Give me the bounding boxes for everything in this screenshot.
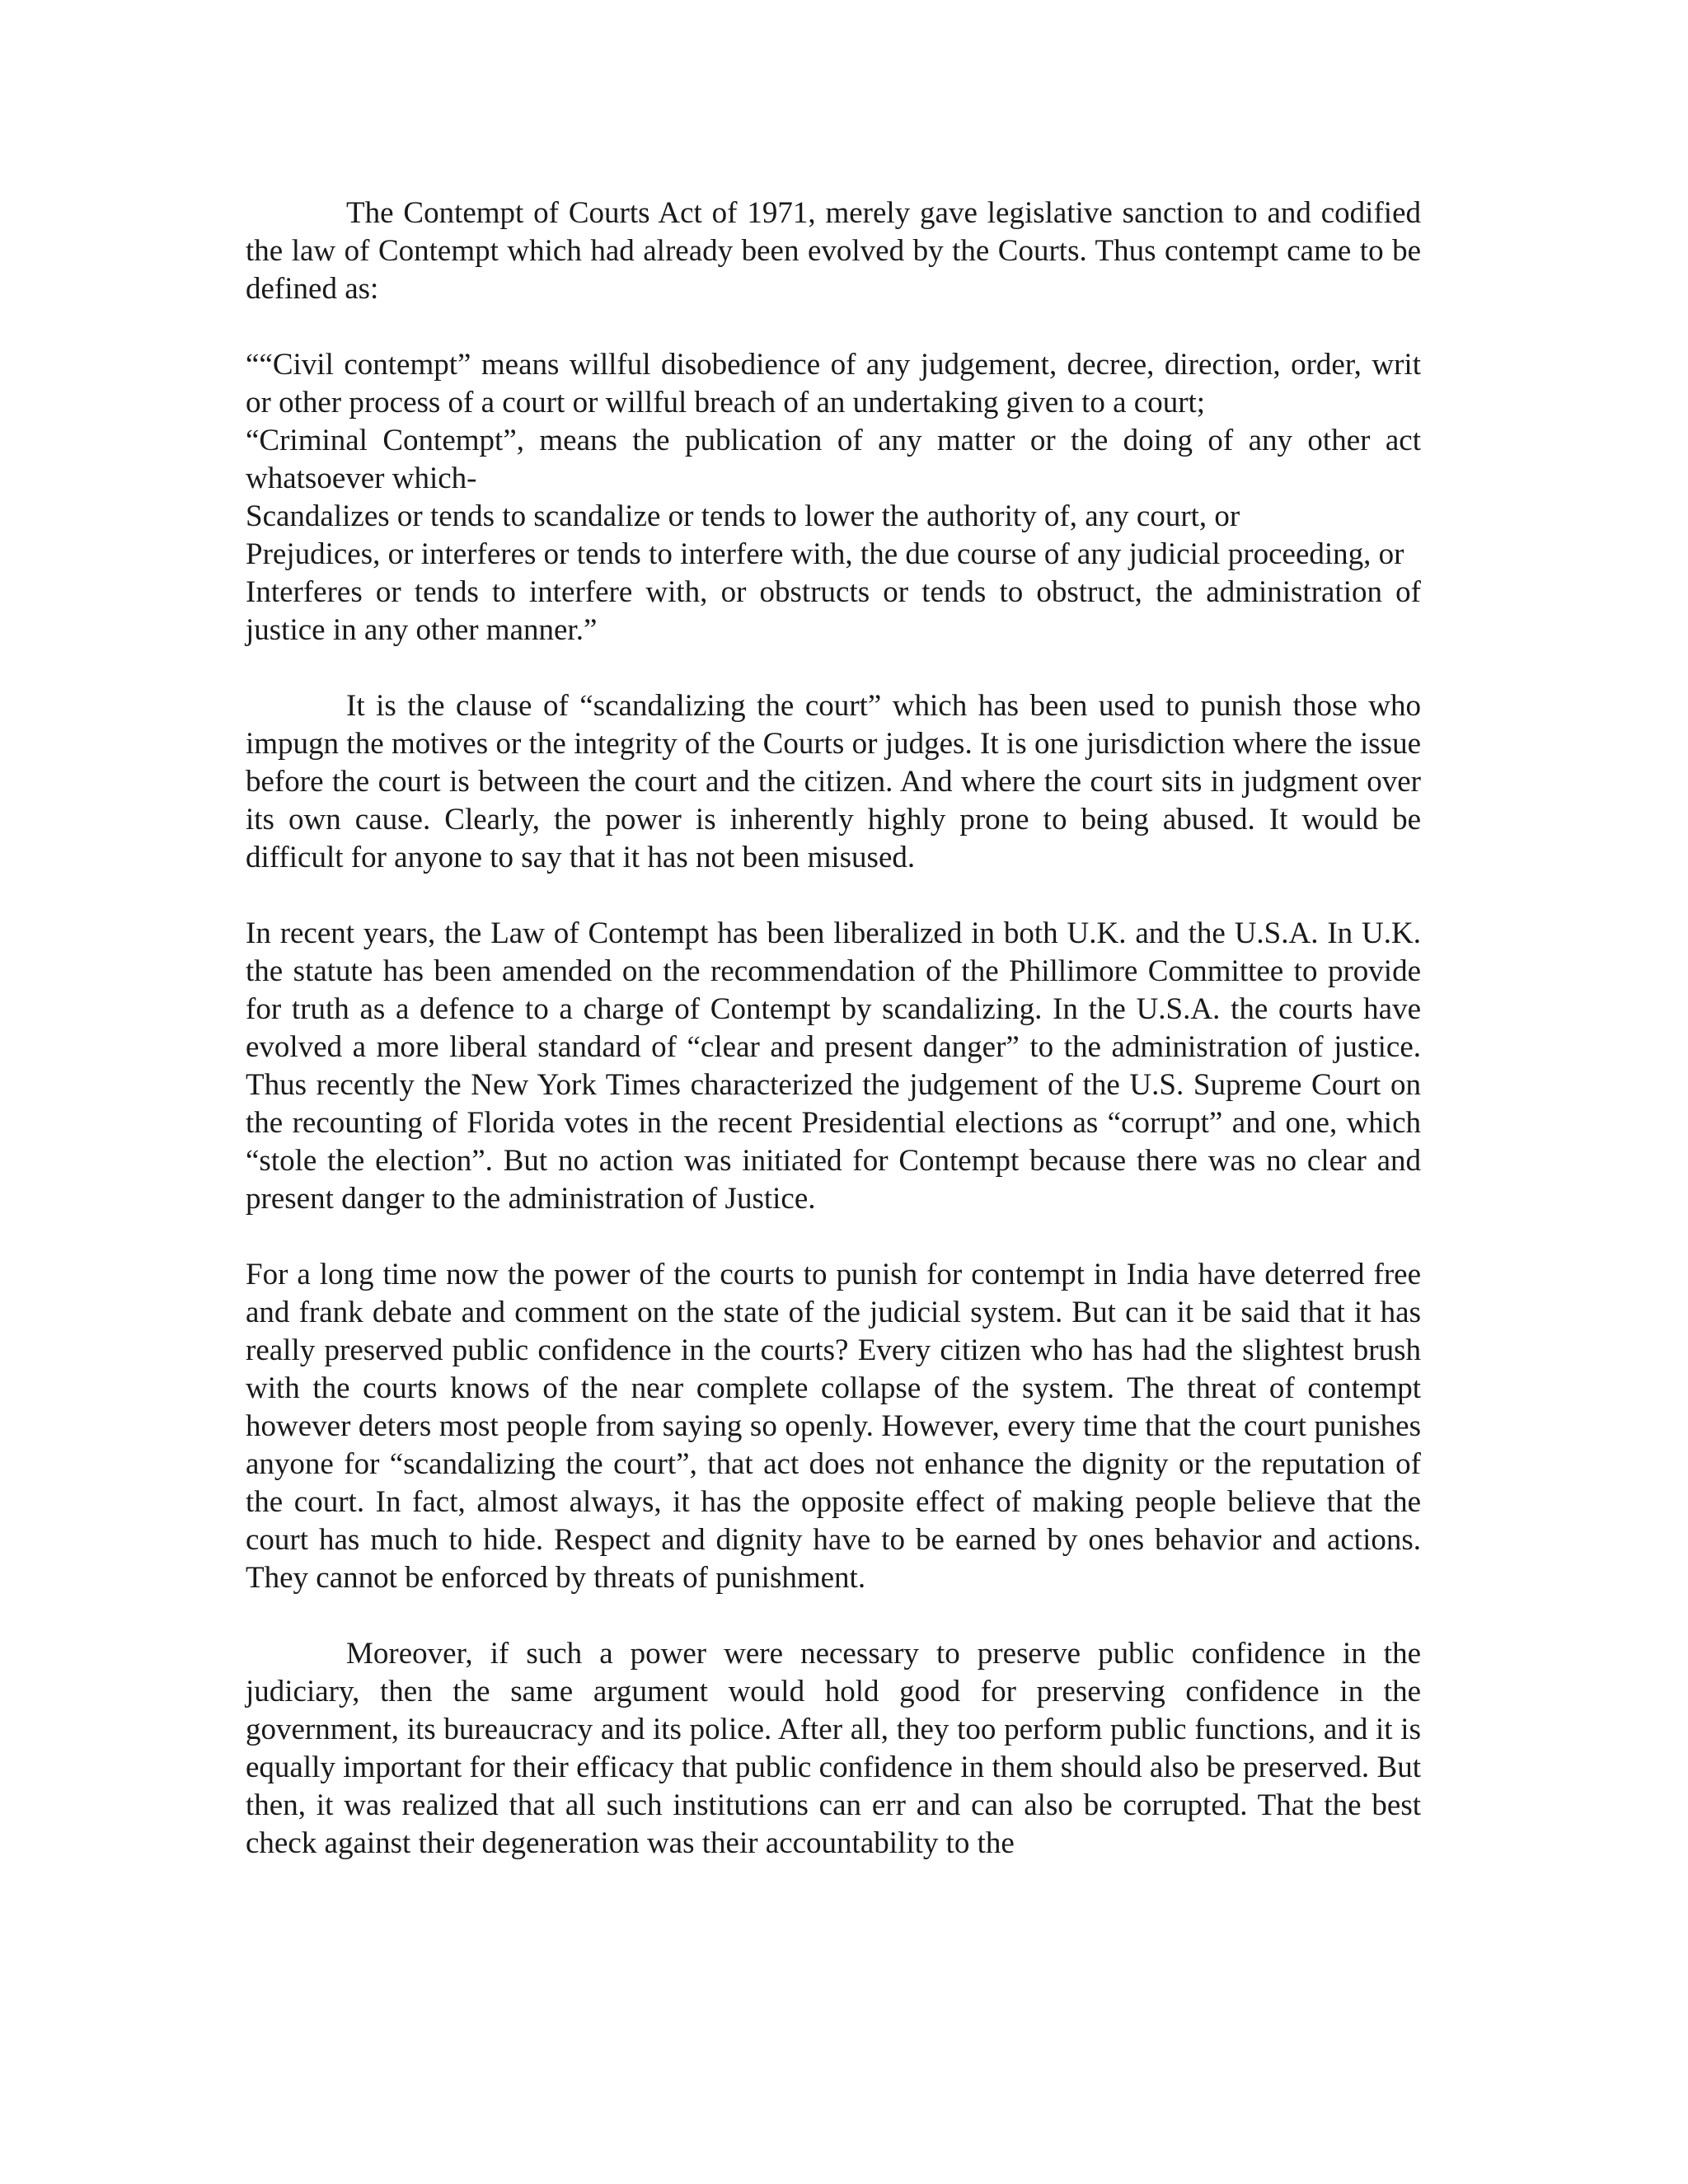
definition-quote: [246, 346, 1421, 649]
quote-clause-prejudices: Prejudices, or interferes or tends to interfere with, the due course of any judicial proceeding, or: [246, 537, 1404, 571]
quote-clause-scandalizes: Scandalizes or tends to scandalize or tends to lower the authority of, any court, or: [246, 499, 1240, 533]
paragraph-intro: The Contempt of Courts Act of 1971, merely gave legislative sanction to and codified the law of Contempt which had already been evolved by the Courts. Thus contempt came to be defined as:: [246, 196, 1421, 306]
paragraph-recent-years: In recent years, the Law of Contempt has been liberalized in both U.K. and the U.S.A. In U.K. the statute has been amended on the recommendation of the Phillimore Committee to provide for truth as a defence to a charge of Contempt by scandalizing. In the U.S.A. the courts have evolved a more liberal standard of “clear and present danger” to the administration of justice. Thus recently the New York Times characterized the judgement of the U.S. Supreme Court on the recounting of Florida votes in the recent Presidential elections as “corrupt” and one, which “stole the election”. But no action was initiated for Contempt because there was no clear and present danger to the administration of Justice.: [246, 916, 1421, 1216]
paragraph-scandalizing: It is the clause of “scandalizing the court” which has been used to punish those who impugn the motives or the integrity of the Courts or judges. It is one jurisdiction where the issue before the court is between the court and the citizen. And where the court sits in judgment over its own cause. Clearly, the power is inherently highly prone to being abused. It would be difficult for anyone to say that it has not been misused.: [246, 689, 1421, 874]
quote-criminal-contempt: “Criminal Contempt”, means the publication of any matter or the doing of any other act whatsoever which-: [246, 424, 1421, 495]
quote-clause-interferes: Interferes or tends to interfere with, or obstructs or tends to obstruct, the administration of justice in any other manner.”: [246, 575, 1421, 647]
quote-civil-contempt: ““Civil contempt” means willful disobedience of any judgement, decree, direction, order, writ or other process of a court or willful breach of an undertaking given to a court;: [246, 348, 1421, 419]
paragraph-moreover: Moreover, if such a power were necessary to preserve public confidence in the judiciary, then the same argument would hold good for preserving confidence in the government, its bureaucracy and its police. After all, they too perform public functions, and it is equally important for their efficacy that public confidence in them should also be preserved. But then, it was realized that all such institutions can err and can also be corrupted. That the best check against their degeneration was their accountability to the: [246, 1637, 1421, 1860]
paragraph-india: For a long time now the power of the courts to punish for contempt in India have deterred free and frank debate and comment on the state of the judicial system. But can it be said that it has really preserved public confidence in the courts? Every citizen who has had the slightest brush with the courts knows of the near complete collapse of the system. The threat of contempt however deters most people from saying so openly. However, every time that the court punishes anyone for “scandalizing the court”, that act does not enhance the dignity or the reputation of the court. In fact, almost always, it has the opposite effect of making people believe that the court has much to hide. Respect and dignity have to be earned by ones behavior and actions. They cannot be enforced by threats of punishment.: [246, 1258, 1421, 1595]
document-page: [246, 194, 1421, 1863]
